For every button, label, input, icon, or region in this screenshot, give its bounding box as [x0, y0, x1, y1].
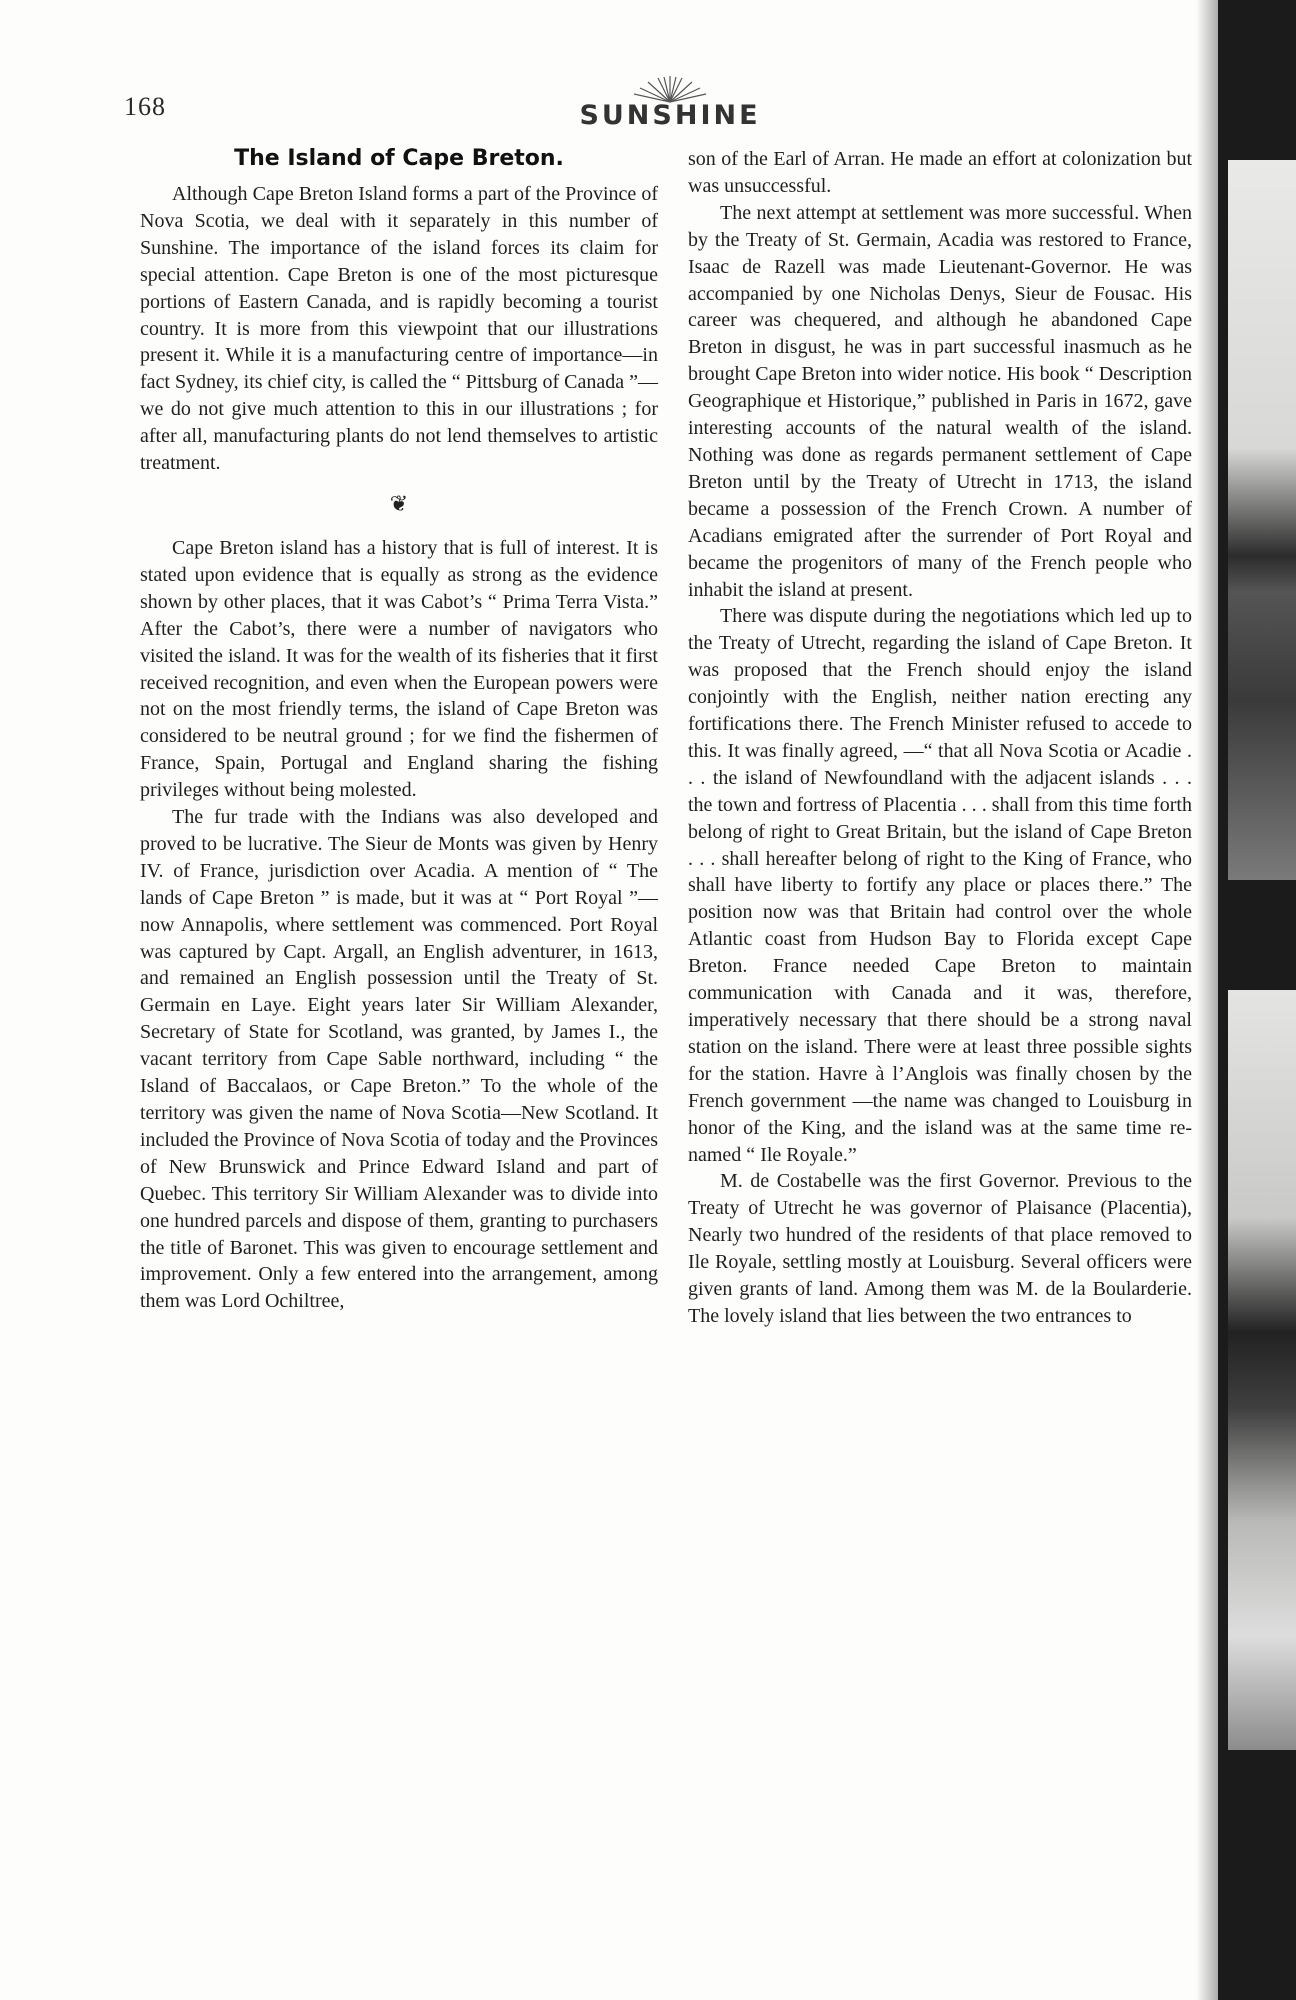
adjacent-page-photo: [1228, 160, 1296, 880]
left-column: [140, 146, 658, 1315]
paragraph: Although Cape Breton Island forms a part of the Province of Nova Scotia, we deal with it separately in this number of Sunshine. The importance of the island forces its claim for special attention. Cape Breton is one of the most picturesque portions of Eastern Canada, and is rapidly becoming a tourist country. It is more from this viewpoint that our illustrations present it. While it is a manufacturing centre of importance—in fact Sydney, its chief city, is called the “ Pittsburg of Canada ”—we do not give much attention to this in our illustrations ; for after all, manufacturing plants do not lend themselves to artistic treatment.: [140, 183, 659, 475]
masthead: [560, 72, 780, 132]
paragraph: son of the Earl of Arran. He made an effort at colonization but was unsuccessful.: [688, 148, 1192, 197]
page-edge-shadow: [1196, 0, 1220, 2000]
paragraph: The next attempt at settlement was more successful. When by the Treaty of St. Germain, Acadia was restored to France, Isaac de Razell was made Lieutenant-Governor. He was accompanied by one Nicholas Denys, Sieur de Fousac. His career was chequered, and although he abandoned Cape Breton in disgust, he was in part successful inasmuch as he brought Cape Breton into wider notice. His book “ Description Geographique et Historique,” published in Paris in 1672, gave interesting accounts of the natural wealth of the island. Nothing was done as regards permanent settlement of Cape Breton until by the Treaty of Utrecht in 1713, the island became a possession of the French Crown. A number of Acadians emigrated after the surrender of Port Royal and became the progenitors of many of the French people who inhabit the island at present.: [688, 201, 1192, 601]
article-title: The Island of Cape Breton.: [234, 146, 564, 171]
right-column: [688, 146, 1192, 1330]
paragraph: There was dispute during the negotiations which led up to the Treaty of Utrecht, regarding the island of Cape Breton. It was proposed that the French should enjoy the island conjointly with the English, neither nation erecting any fortifications there. The French Minister refused to accede to this. It was finally agreed, —“ that all Nova Scotia or Acadie . . . the island of Newfoundland with the adjacent islands . . . the town and fortress of Placentia . . . shall from this time forth belong of right to Great Britain, but the island of Cape Breton . . . shall hereafter belong of right to the King of France, who shall have liberty to fortify any place or places there.” The position now was that Britain had control over the whole Atlantic coast from Hudson Bay to Florida except Cape Breton. France needed Cape Breton to maintain communication with Canada and it was, therefore, imperatively necessary that there should be a strong naval station on the island. There were at least three possible sights for the station. Havre à l’Anglois was finally chosen by the French government —the name was changed to Louisburg in honor of the King, and the island was at the same time re-named “ Ile Royale.”: [688, 605, 1192, 1166]
paragraph: M. de Costabelle was the first Governor. Previous to the Treaty of Utrecht he was governor of Plaisance (Placentia), Nearly two hundred of the residents of that place removed to Ile Royale, settling mostly at Louisburg. Several officers were given grants of land. Among them was M. de la Boularderie. The lovely island that lies between the two entrances to: [688, 1170, 1192, 1327]
page-number: 168: [124, 92, 166, 121]
masthead-title: SUNSHINE: [579, 100, 761, 131]
section-ornament: ❦: [389, 490, 409, 516]
adjacent-page-photo: [1228, 990, 1296, 1750]
paragraph: Cape Breton island has a history that is full of interest. It is stated upon evidence that is equally as strong as the evidence shown by other places, that it was Cabot’s “ Prima Terra Vista.” After the Cabot’s, there were a number of navigators who visited the island. It was for the wealth of its fisheries that it first received recognition, and even when the European powers were not on the most friendly terms, the island of Cape Breton was considered to be neutral ground ; for we find the fishermen of France, Spain, Portugal and England sharing the fishing privileges without being molested.: [140, 536, 658, 802]
paragraph: The fur trade with the Indians was also developed and proved to be lucrative. The Sieur de Monts was given by Henry IV. of France, jurisdiction over Acadia. A mention of “ The lands of Cape Breton ” is made, but it was at “ Port Royal ”—now Annapolis, where settlement was commenced. Port Royal was captured by Capt. Argall, an English adventurer, in 1613, and remained an English possession until the Treaty of St. Germain en Laye. Eight years later Sir William Alexander, Secretary of State for Scotland, was granted, by James I., the vacant territory from Cape Sable northward, including “ the Island of Baccalaos, or Cape Breton.” To the whole of the territory was given the name of Nova Scotia—New Scotland. It included the Province of Nova Scotia of today and the Provinces of New Brunswick and Prince Edward Island and part of Quebec. This territory Sir William Alexander was to divide into one hundred parcels and dispose of them, granting to purchasers the title of Baronet. This was given to encourage settlement and improvement. Only a few entered into the arrangement, among them was Lord Ochiltree,: [140, 806, 658, 1313]
